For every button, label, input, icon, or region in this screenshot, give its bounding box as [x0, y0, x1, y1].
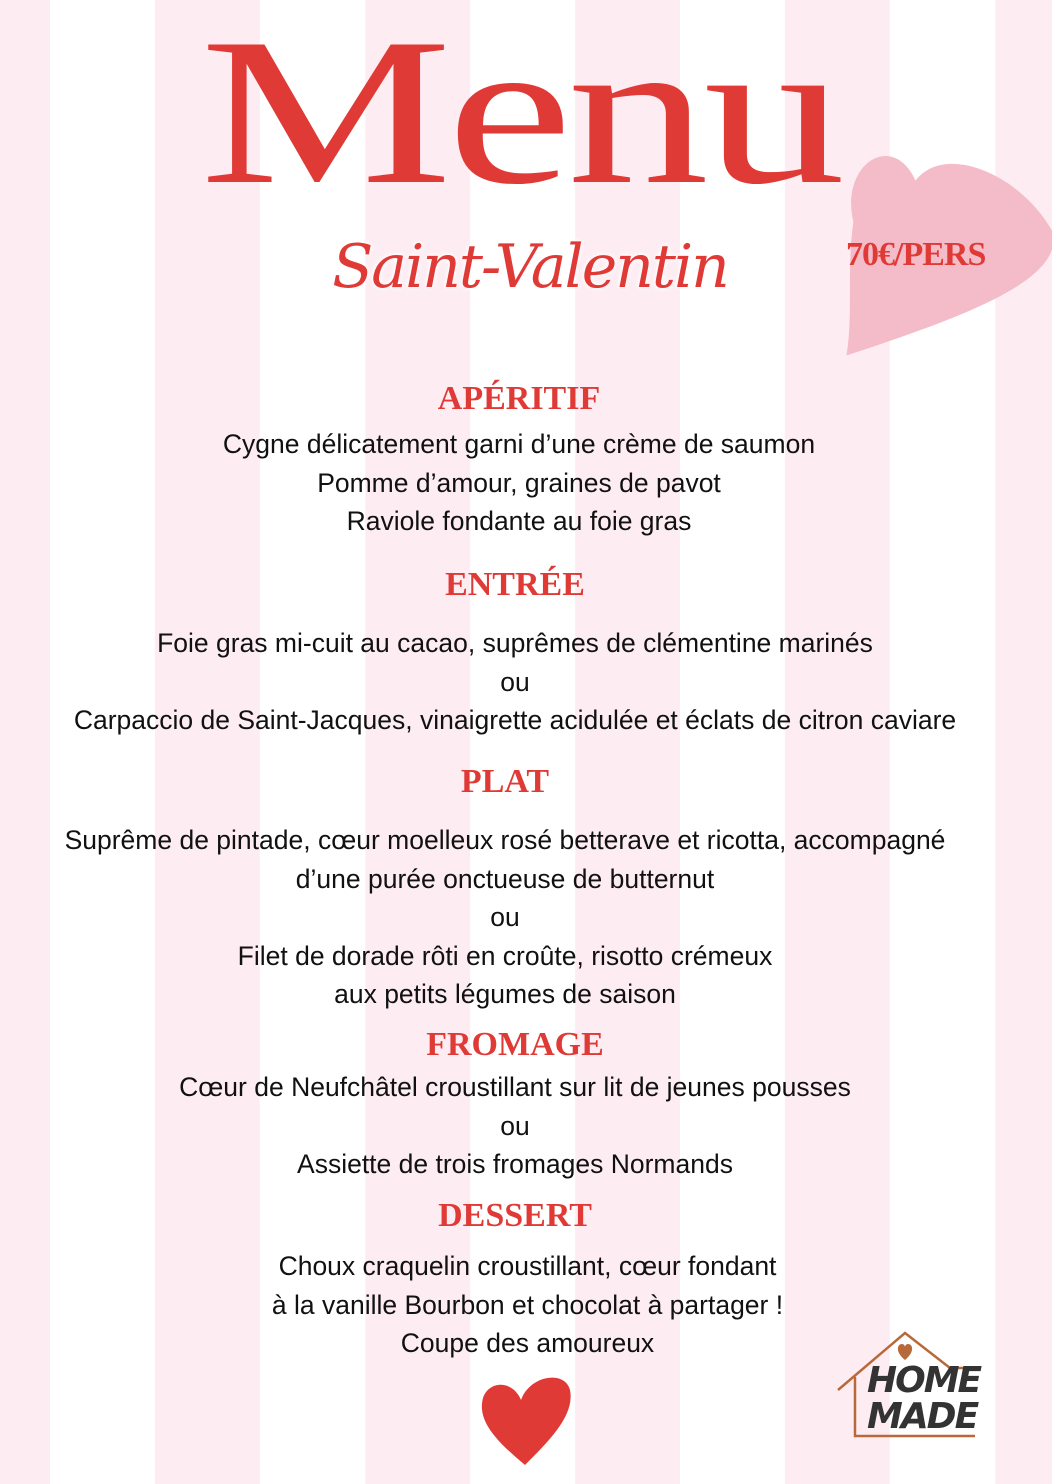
- section-entree: [0, 565, 1030, 740]
- menu-line: Choux craquelin croustillant, cœur fondant: [278, 1251, 777, 1281]
- menu-title: Menu: [200, 0, 840, 228]
- menu-line: Raviole fondante au foie gras: [346, 506, 692, 537]
- menu-line: ou: [500, 666, 530, 697]
- section-heading: ENTRÉE: [445, 566, 585, 603]
- price-badge: 70€/PERS: [846, 236, 986, 273]
- section-heading: APÉRITIF: [437, 380, 601, 417]
- menu-line: Suprême de pintade, cœur moelleux rosé betterave et ricotta, accompagné: [64, 825, 946, 855]
- section-aperitif: [4, 379, 1034, 541]
- menu-line: aux petits légumes de saison: [334, 979, 676, 1010]
- menu-line: ou: [500, 1110, 530, 1141]
- menu-line: ou: [490, 902, 520, 933]
- menu-line: à la vanille Bourbon et chocolat à partager !: [271, 1289, 784, 1320]
- menu-line: Cœur de Neufchâtel croustillant sur lit de jeunes pousses: [179, 1072, 851, 1102]
- logo-line2: MADE: [867, 1396, 978, 1437]
- menu-line: Pomme d’amour, graines de pavot: [317, 467, 721, 498]
- heart-icon: [470, 1370, 580, 1470]
- menu-line: Cygne délicatement garni d’une crème de saumon: [222, 429, 816, 459]
- subtitle: Saint-Valentin: [332, 232, 728, 302]
- menu-line: Assiette de trois fromages Normands: [297, 1149, 733, 1180]
- section-fromage: [0, 1025, 1030, 1184]
- logo-line1: HOME: [867, 1360, 981, 1401]
- section-heading: DESSERT: [438, 1197, 592, 1234]
- section-plat: [0, 762, 1020, 1014]
- menu-line: d’une purée onctueuse de butternut: [295, 863, 715, 894]
- menu-line: Carpaccio de Saint-Jacques, vinaigrette acidulée et éclats de citron caviare: [73, 705, 957, 736]
- section-heading: PLAT: [460, 763, 550, 800]
- menu-line: Coupe des amoureux: [400, 1328, 655, 1359]
- homemade-logo: [835, 1330, 980, 1440]
- menu-line: Foie gras mi-cuit au cacao, suprêmes de clémentine marinés: [157, 628, 873, 658]
- menu-line: Filet de dorade rôti en croûte, risotto crémeux: [237, 940, 773, 971]
- section-heading: FROMAGE: [426, 1026, 604, 1063]
